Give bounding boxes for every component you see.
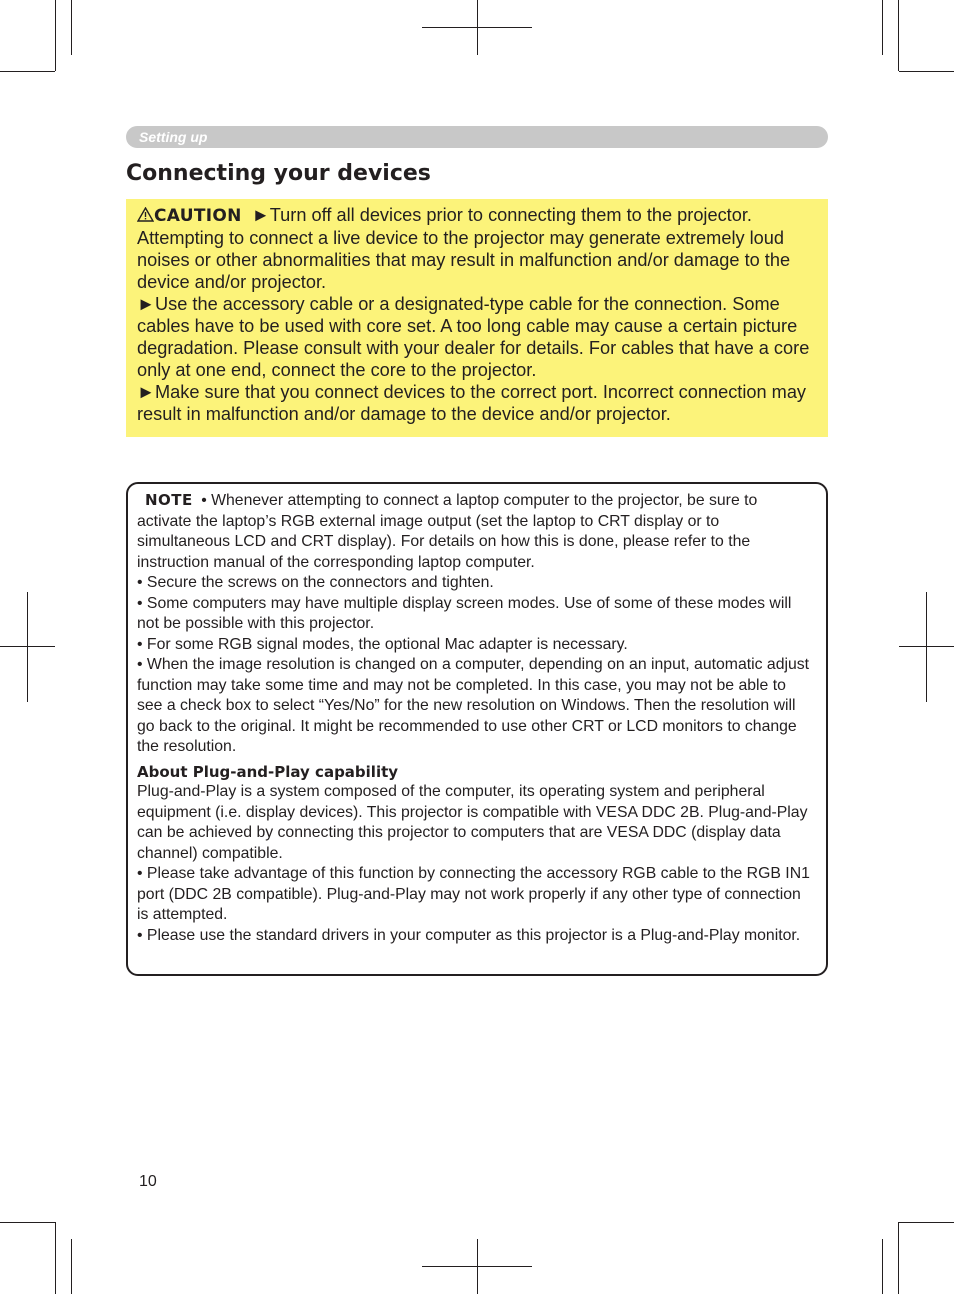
caution-paragraph: ►Make sure that you connect devices to the correct port. Incorrect connection may result in malfunction and/or damage to the device and/or projector.: [137, 382, 807, 424]
caution-paragraph: ►Use the accessory cable or a designated-type cable for the connection. Some cables have to be used with core set. A too long cable may cause a certain picture degradation. Please consult with your dealer for details. For cables that have a core only at one end, connect the core to the projector.: [137, 294, 810, 380]
section-header-bar: [126, 126, 828, 148]
note-item: • When the image resolution is changed on a computer, depending on an input, automatic adjust function may take some time and may not be completed. In this case, you may not be able to see a check box to select “Yes/No” for the new resolution on Windows. Then the resolution will go back to the original. It might be recommended to use other CRT or LCD monitors to change the resolution.: [137, 656, 810, 755]
caution-paragraph: [137, 204, 818, 293]
page-title: Connecting your devices: [126, 161, 431, 186]
plug-and-play-heading: About Plug-and-Play capability: [137, 762, 399, 781]
caution-text: ►Turn off all devices prior to connecting them to the projector. Attempting to connect a live device to the projector may generate extremely loud noises or other abnormalities that may result in malfunction and/or damage to the device and/or projector.: [137, 205, 791, 292]
warning-triangle-icon: [137, 207, 154, 222]
plug-and-play-item: • Please use the standard drivers in your computer as this projector is a Plug-and-Play monitor.: [137, 926, 801, 944]
plug-and-play-item: Plug-and-Play is a system composed of the computer, its operating system and peripheral equipment (i.e. display devices). This projector is compatible with VESA DDC 2B. Plug-and-Play can be achieved by connecting this projector to computers that are VESA DDC (display data channel) compatible.: [137, 783, 808, 862]
section-label: Setting up: [139, 129, 208, 145]
caution-label: CAUTION: [154, 206, 242, 226]
note-item: [137, 490, 814, 573]
page-number: 10: [139, 1173, 157, 1190]
note-box: [126, 482, 828, 976]
note-text: • Whenever attempting to connect a laptop computer to the projector, be sure to activate the laptop’s RGB external image output (set the laptop to CRT display or to simultaneous LCD and CRT display). For details on how this is done, please refer to the instruction manual of the corresponding laptop computer.: [137, 492, 758, 571]
note-label: NOTE: [145, 491, 193, 509]
plug-and-play-item: • Please take advantage of this function by connecting the accessory RGB cable to the RGB IN1 port (DDC 2B compatible). Plug-and-Play may not work properly if any other type of connection is attempted.: [137, 865, 810, 923]
note-item: • Secure the screws on the connectors and tighten.: [137, 574, 494, 591]
caution-box: [126, 199, 828, 437]
note-item: • Some computers may have multiple display screen modes. Use of some of these modes will not be possible with this projector.: [137, 594, 792, 632]
note-item: • For some RGB signal modes, the optional Mac adapter is necessary.: [137, 635, 628, 653]
